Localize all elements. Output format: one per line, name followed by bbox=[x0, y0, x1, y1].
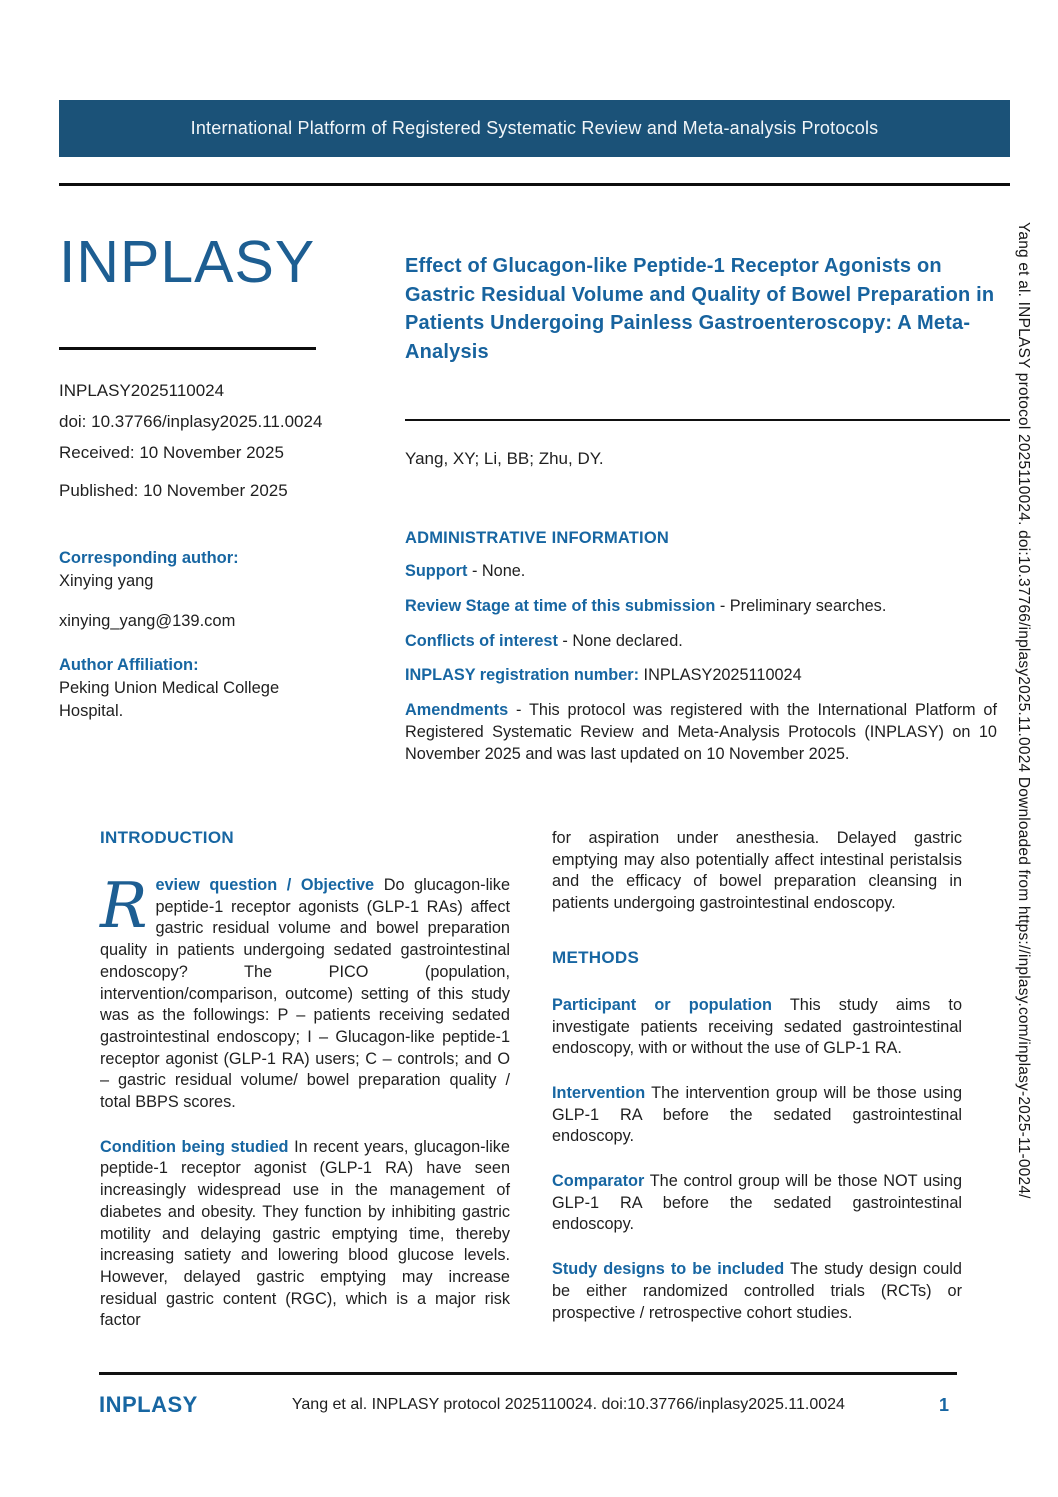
title-divider bbox=[405, 419, 1010, 421]
logo-divider bbox=[59, 347, 316, 350]
admin-value: INPLASY2025110024 bbox=[643, 666, 802, 685]
corresponding-author-label: Corresponding author: bbox=[59, 549, 239, 567]
condition-label: Condition being studied bbox=[100, 1137, 289, 1156]
left-column bbox=[100, 828, 510, 1332]
admin-label: Amendments bbox=[405, 701, 509, 720]
footer-citation: Yang et al. INPLASY protocol 2025110024. doi:10.37766/inplasy2025.11.0024 bbox=[291, 1396, 845, 1413]
dropcap-letter: R bbox=[100, 869, 148, 942]
admin-value: - None declared. bbox=[562, 631, 683, 650]
banner-title: International Platform of Registered Systematic Review and Meta-analysis Protocols bbox=[190, 118, 879, 138]
admin-label: Review Stage at time of this submission bbox=[405, 596, 716, 615]
protocol-meta bbox=[59, 375, 389, 506]
admin-row-amendments bbox=[405, 700, 997, 765]
admin-row-conflicts bbox=[405, 631, 997, 653]
administrative-information bbox=[405, 529, 997, 766]
introduction-heading: INTRODUCTION bbox=[100, 828, 234, 847]
admin-value: - This protocol was registered with the International Platform of Registered Systematic Review and Meta-Analysis Protocols (INPLASY) on 10 November 2025 and was last updated on 10 November 2025. bbox=[405, 701, 998, 763]
comparator-label: Comparator bbox=[552, 1172, 645, 1191]
condition-text: In recent years, glucagon-like peptide-1 receptor agonist (GLP-1 RA) have seen increasingly widespread use in the management of diabetes and obesity. They function by inhibiting gastric motility and delaying gastric emptying time, thereby increasing satiety and lowering blood glucose levels. However, delayed gastric emptying may increase residual gastric content (RGC), which is a major risk factor bbox=[100, 1137, 510, 1330]
footer-inplasy-logo: INPLASY bbox=[99, 1392, 198, 1417]
participant-paragraph bbox=[552, 995, 962, 1060]
corresponding-author-name: Xinying yang bbox=[59, 572, 154, 590]
masthead-column bbox=[59, 230, 389, 723]
page-number: 1 bbox=[938, 1394, 949, 1415]
corresponding-author-block bbox=[59, 547, 329, 723]
published-date: Published: 10 November 2025 bbox=[59, 481, 288, 500]
vertical-margin-citation: Yang et al. INPLASY protocol 2025110024. doi:10.37766/inplasy2025.11.0024 Downloaded from https://inplasy.com/inplasy-2025-11-0024/ bbox=[1015, 222, 1032, 1199]
admin-value: - None. bbox=[471, 562, 526, 580]
review-question-text: Do glucagon-like peptide-1 receptor agonists (GLP-1 RAs) affect gastric residual volume and bowel preparation quality in patients undergoing sedated gastrointestinal endoscopy? The PICO (population, intervention/comparison, outcome) setting of this study was as the followings: P – patients receiving sedated gastrointestinal endoscopy; I – Glucagon-like peptide-1 receptor agonist (GLP-1 RA) users; C – controls; and O – gastric residual volume/ bowel preparation quality / total BBPS scores. bbox=[100, 876, 510, 1112]
intervention-label: Intervention bbox=[552, 1083, 646, 1102]
footer-divider bbox=[99, 1372, 957, 1375]
intervention-text: The intervention group will be those using GLP-1 RA before the sedated gastrointestinal endoscopy. bbox=[552, 1083, 963, 1146]
admin-row-registration bbox=[405, 665, 997, 687]
admin-label: Support bbox=[405, 562, 468, 580]
received-date: Received: 10 November 2025 bbox=[59, 443, 284, 462]
methods-heading: METHODS bbox=[552, 947, 640, 967]
top-banner bbox=[59, 100, 1010, 157]
review-question-paragraph bbox=[100, 869, 510, 1114]
registration-id: INPLASY2025110024 bbox=[59, 381, 225, 400]
condition-paragraph bbox=[100, 1137, 510, 1332]
admin-row-support bbox=[405, 561, 997, 583]
participant-label: Participant or population bbox=[552, 995, 772, 1014]
inplasy-logo: INPLASY bbox=[59, 229, 316, 295]
right-column bbox=[552, 828, 962, 1332]
body-columns bbox=[100, 828, 962, 1332]
top-divider bbox=[59, 183, 1010, 186]
footer bbox=[99, 1392, 957, 1418]
affiliation-label: Author Affiliation: bbox=[59, 656, 199, 674]
admin-value: - Preliminary searches. bbox=[719, 596, 887, 615]
authors-line: Yang, XY; Li, BB; Zhu, DY. bbox=[405, 449, 604, 468]
admin-label: Conflicts of interest bbox=[405, 631, 558, 650]
admin-label: INPLASY registration number: bbox=[405, 666, 640, 685]
review-question-label: eview question / Objective bbox=[155, 876, 375, 894]
study-designs-text: The study design could be either randomized controlled trials (RCTs) or prospective / retrospective cohort studies. bbox=[552, 1260, 962, 1322]
continuation-paragraph: for aspiration under anesthesia. Delayed gastric emptying may also potentially affect intestinal peristalsis and the efficacy of bowel preparation cleansing in patients undergoing gastrointestinal endoscopy. bbox=[552, 829, 962, 913]
admin-row-review-stage bbox=[405, 596, 997, 618]
comparator-text: The control group will be those NOT using GLP-1 RA before the sedated gastrointestinal endoscopy. bbox=[552, 1172, 962, 1234]
study-designs-paragraph bbox=[552, 1259, 962, 1324]
admin-heading: ADMINISTRATIVE INFORMATION bbox=[405, 529, 669, 547]
doi-line: doi: 10.37766/inplasy2025.11.0024 bbox=[59, 412, 323, 431]
study-designs-label: Study designs to be included bbox=[552, 1260, 785, 1279]
corresponding-author-email: xinying_yang@139.com bbox=[59, 612, 236, 630]
comparator-paragraph bbox=[552, 1171, 962, 1236]
intervention-paragraph bbox=[552, 1083, 962, 1148]
affiliation-text: Peking Union Medical College Hospital. bbox=[59, 679, 280, 720]
title-column bbox=[405, 252, 1010, 766]
page-title: Effect of Glucagon-like Peptide-1 Receptor Agonists on Gastric Residual Volume and Quality of Bowel Preparation in Patients Undergoing Painless Gastroenteroscopy: A Meta-Analysis bbox=[405, 255, 995, 363]
participant-text: This study aims to investigate patients receiving sedated gastrointestinal endoscopy, with or without the use of GLP-1 RA. bbox=[552, 995, 963, 1058]
